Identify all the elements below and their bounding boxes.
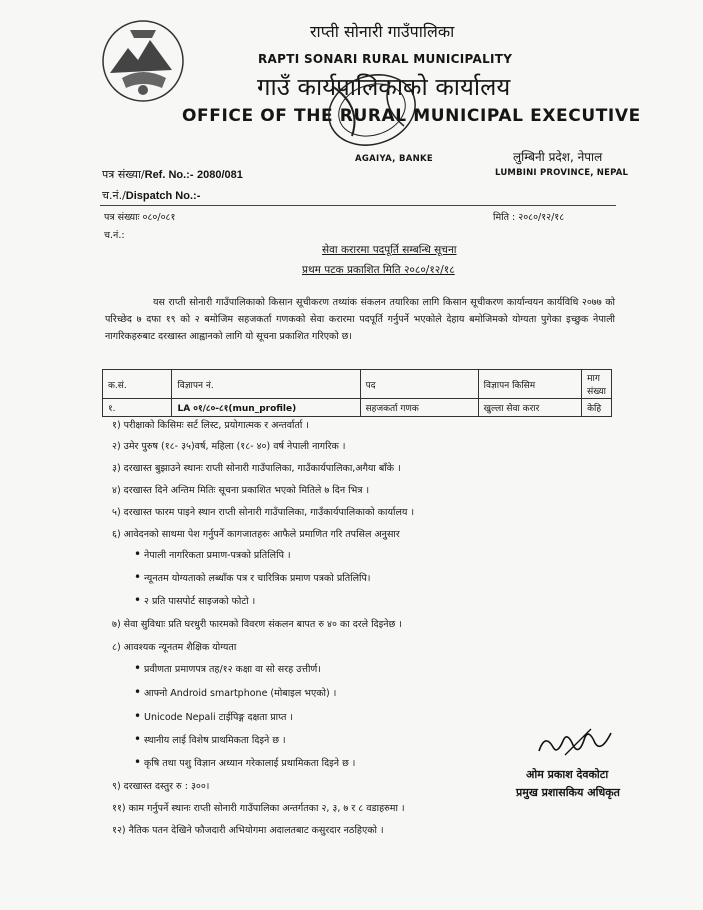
list-item-exam-type: १) परीक्षाको किसिमः सर्ट लिस्ट, प्रयोगात्मक र अन्तर्वार्ता । xyxy=(112,420,309,431)
notice-body: यस राप्ती सोनारी गाउँपालिकाको किसान सूचीकरण तथ्यांक संकलन तयारिका लागि किसान सूचीकरण कार्यान्वयन कार्यविधि २०७७ को परिच्छेद ७ दफा १९ को २ बमोजिम सहजकर्ता गणकको सेवा करारमा पदपूर्ति गर्नुपर्ने भएकोले देहाय बमोजिमको योग्यता पुगेका इच्छुक नेपाली नागरिकहरुबाट दरखास्त आह्वानको लागि यो सूचना प्रकाशित गरिएको छ। xyxy=(105,297,615,342)
office-address-en: AGAIYA, BANKE xyxy=(355,154,434,164)
table-row xyxy=(103,399,612,417)
list-item-qual-typing: • Unicode Nepali टाईपिङ्ग दक्षता प्राप्त । xyxy=(144,710,293,723)
list-item-qual-smartphone: • आफ्नो Android smartphone (मोबाइल भएको) । xyxy=(144,686,336,699)
ref-number-line xyxy=(102,167,243,182)
table-header-row xyxy=(103,370,612,399)
cell-post: सहजकर्ता गणक xyxy=(360,399,478,417)
list-item-doc-marksheet: • न्यूनतम योग्यताको लब्धाँक पत्र र चारित्रिक प्रमाण पत्रको प्रतिलिपि। xyxy=(144,571,370,584)
signatory-title: प्रमुख प्रशासकिय अधिकृत xyxy=(516,786,620,799)
office-seal-stamp xyxy=(292,66,432,152)
list-item-criminal-record: १२) नैतिक पतन देखिने फौजदारी अभियोगमा अदालतबाट कसुरदार नठहिएको । xyxy=(112,825,384,836)
list-item-documents: ६) आवेदनको साथमा पेश गर्नुपर्ने कागजातहरुः आफैले प्रमाणित गरि तपसिल अनुसार xyxy=(112,529,400,540)
list-item-doc-citizenship: • नेपाली नागरिकता प्रमाण-पत्रको प्रतिलिपि । xyxy=(144,548,291,561)
cell-serial: १. xyxy=(103,399,172,417)
province-np: लुम्बिनी प्रदेश, नेपाल xyxy=(513,150,603,164)
ref-label-en: Ref. No.:- xyxy=(144,169,194,181)
cell-demand: केहि xyxy=(582,399,612,417)
list-item-fee: ९) दरखास्त दस्तुर रु : ३००। xyxy=(112,781,210,792)
list-item-qual-local: • स्थानीय लाई विशेष प्राथमिकता दिइने छ । xyxy=(144,733,286,746)
list-item-age: २) उमेर पुरुष (१८- ३५)वर्ष, महिला (१८- ४०) वर्ष नेपाली नागरिक । xyxy=(112,441,346,452)
municipality-name-np: राप्ती सोनारी गाउँपालिका xyxy=(310,22,455,41)
cell-ad-type: खुल्ला सेवा करार xyxy=(478,399,581,417)
list-item-facility: ७) सेवा सुविधाः प्रति घरधुरी फारमको विवरण संकलन बापत रु ४० का दरले दिइनेछ । xyxy=(112,619,402,630)
list-item-doc-photo: • २ प्रति पासपोर्ट साइजको फोटो । xyxy=(144,594,255,607)
list-item-deadline: ४) दरखास्त दिने अन्तिम मितिः सूचना प्रकाशित भएको मितिले ७ दिन भित्र । xyxy=(112,485,370,496)
dispatch-label-np: च.नं./ xyxy=(102,189,126,202)
list-item-qual-agriculture: • कृषि तथा पशु विज्ञान अध्यान गरेकालाई प्रथामिकता दिइने छ । xyxy=(144,756,355,769)
list-item-submit-place: ३) दरखास्त बुझाउने स्थानः राप्ती सोनारी गाउँपालिका, गाउँकार्यपालिका,अगैया बाँके । xyxy=(112,463,401,474)
cell-ad-number: LA ०१/८०-८१(mun_profile) xyxy=(172,399,360,417)
list-item-work-place: ११) काम गर्नुपर्ने स्थानः राप्ती सोनारी गाउँपालिका अन्तर्गतका २, ३, ७ र ८ वडाहरुमा । xyxy=(112,803,405,814)
letter-date: मिति : २०८०/१२/१८ xyxy=(493,212,565,223)
col-serial-header: क.सं. xyxy=(103,370,172,399)
municipality-name-en: RAPTI SONARI RURAL MUNICIPALITY xyxy=(258,52,513,66)
letter-dispatch-number: च.नं.: xyxy=(104,230,125,241)
province-en: LUMBINI PROVINCE, NEPAL xyxy=(495,168,629,178)
notice-title: सेवा करारमा पदपूर्ति सम्बन्धि सूचना xyxy=(322,244,457,256)
office-name-np: गाउँ कार्यपालिकाको कार्यालय xyxy=(257,73,511,101)
nepal-emblem-logo xyxy=(100,18,186,104)
signatory-name: ओम प्रकाश देवकोटा xyxy=(526,768,609,781)
list-item-qual-education: • प्रवीणता प्रमाणपत्र तह/१२ कक्षा वा सो सरह उत्तीर्ण। xyxy=(144,662,321,675)
notice-subtitle: प्रथम पटक प्रकाशित मिति २०८०/१२/१८ xyxy=(302,264,455,276)
header-divider xyxy=(100,205,616,206)
list-item-form-place: ५) दरखास्त फारम पाइने स्थान राप्ती सोनारी गाउँपालिका, गाउँकार्यपालिकाको कार्यालय । xyxy=(112,507,415,518)
ref-number-value: 2080/081 xyxy=(197,169,243,181)
list-item-qualification: ८) आवश्यक न्यूनतम शैक्षिक योग्यता xyxy=(112,642,237,653)
ref-label-np: पत्र संख्या/ xyxy=(102,168,145,181)
col-demand-header: माग संख्या xyxy=(582,370,612,399)
col-ad-type-header: विज्ञापन किसिम xyxy=(478,370,581,399)
dispatch-label-en: Dispatch No.:- xyxy=(125,190,201,202)
dispatch-number-line xyxy=(102,188,200,203)
col-ad-number-header: विज्ञापन नं. xyxy=(172,370,360,399)
handwritten-signature xyxy=(535,725,615,763)
col-post-header: पद xyxy=(360,370,478,399)
letter-ref-number: पत्र संख्याः ०८०/०८१ xyxy=(104,212,176,223)
office-name-en: OFFICE OF THE RURAL MUNICIPAL EXECUTIVE xyxy=(182,106,641,126)
vacancy-table xyxy=(102,369,612,417)
